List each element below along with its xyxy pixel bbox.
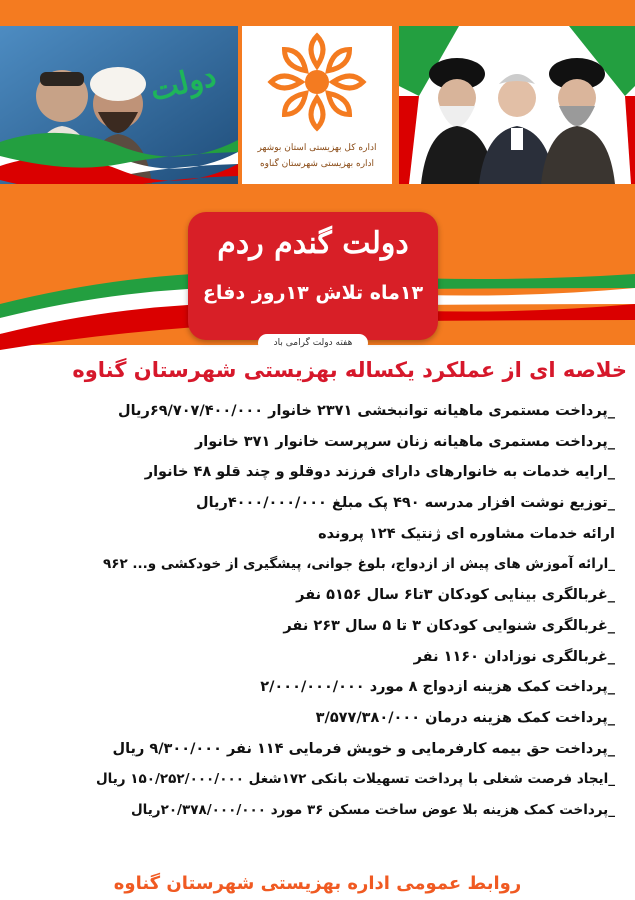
report-items	[15, 396, 615, 826]
list-item: _غربالگری نوزادان ۱۱۶۰ نفر	[413, 648, 615, 665]
martyrs-panel	[0, 26, 238, 184]
slogan-subtitle: ۱۳ماه تلاش ۱۳روز دفاع	[202, 282, 424, 304]
leaders-portraits	[399, 26, 635, 184]
list-item: _ارایه خدمات به خانوارهای دارای فرزند دوقلو و چند قلو ۴۸ خانوار	[144, 464, 615, 481]
government-week-badge: هفته دولت گرامی باد	[258, 334, 368, 352]
public-relations-footer: روابط عمومی اداره بهزیستی شهرستان گناوه	[113, 873, 522, 894]
report-title: خلاصه ای از عملکرد یکساله بهزیستی شهرستان گناوه	[72, 358, 627, 382]
behzisti-logo-panel	[242, 26, 392, 184]
list-item: _ایجاد فرصت شغلی با پرداخت تسهیلات بانکی ۱۷۲شغل ۱۵۰/۲۵۲/۰۰۰/۰۰۰ ریال	[95, 771, 615, 788]
leaders-portrait-panel	[399, 26, 635, 184]
list-item: _پرداخت کمک هزینه درمان ۳/۵۷۷/۳۸۰/۰۰۰	[315, 709, 615, 726]
org-name-province: اداره کل بهزیستی استان بوشهر	[257, 143, 377, 153]
list-item: _توزیع نوشت افزار مدرسه ۴۹۰ پک مبلغ ۴۰۰۰/۰۰۰/۰۰۰ریال	[195, 495, 615, 512]
list-item: _غربالگری بینایی کودکان ۳تا۶ سال ۵۱۵۶ نفر	[296, 587, 615, 604]
behzisti-logo	[242, 26, 392, 138]
slogan-title: دولت گندم ردم	[217, 226, 409, 261]
list-item: _ارائه آموزش های پیش از ازدواج، بلوغ جوانی، پیشگیری از خودکشی و... ۹۶۲	[102, 556, 615, 573]
list-item: _پرداخت کمک هزینه ازدواج ۸ مورد ۲/۰۰۰/۰۰۰/۰۰۰	[260, 679, 615, 696]
slogan-banner	[188, 212, 438, 340]
list-item: ارائه خدمات مشاوره ای ژنتیک ۱۲۴ پرونده	[318, 525, 615, 542]
calligraphy-text: دولت	[146, 58, 220, 109]
list-item: _پرداخت کمک هزینه بلا عوض ساخت مسکن ۳۶ مورد ۲۰/۳۷۸/۰۰۰/۰۰۰ریال	[130, 801, 615, 818]
list-item: _پرداخت حق بیمه کارفرمایی و خویش فرمایی ۱۱۴ نفر ۹/۳۰۰/۰۰۰ ریال	[112, 740, 615, 757]
list-item: _غربالگری شنوایی کودکان ۳ تا ۵ سال ۲۶۳ نفر	[283, 617, 615, 634]
org-name-county: اداره بهزیستی شهرستان گناوه	[259, 159, 375, 169]
martyrs-illustration	[0, 26, 238, 184]
list-item: _پرداخت مستمری ماهیانه زنان سرپرست خانوار ۳۷۱ خانوار	[194, 433, 615, 450]
list-item: _پرداخت مستمری ماهیانه توانبخشی ۲۳۷۱ خانوار ۶۹/۷۰۷/۴۰۰/۰۰۰ریال	[118, 403, 615, 419]
